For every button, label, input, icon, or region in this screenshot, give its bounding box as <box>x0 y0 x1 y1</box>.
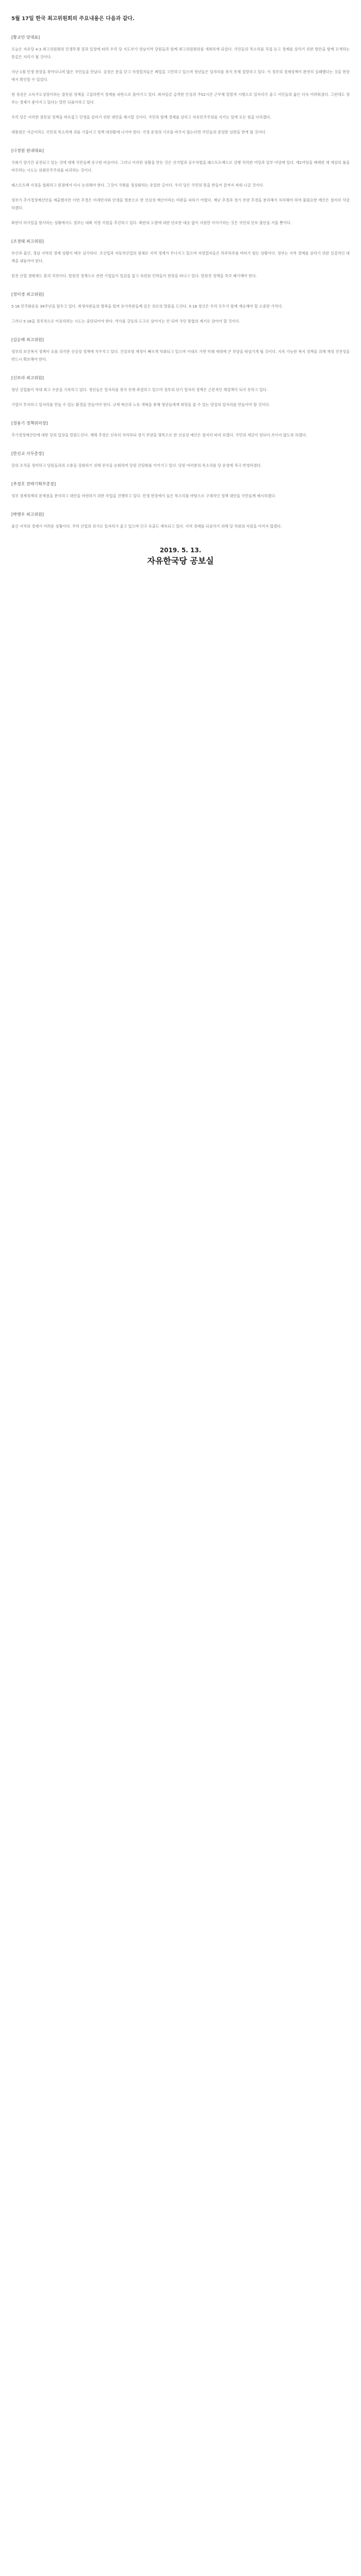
speaker-heading: [추경호 전략기획부총장] <box>11 482 56 486</box>
statement-paragraph: 정부 경제정책의 문제점을 분석하고 대안을 마련하기 위한 작업을 진행하고 있다. 민생 현장에서 들은 목소리를 바탕으로 구체적인 정책 대안을 국민들께 제시하겠다. <box>11 494 276 498</box>
statement-paragraph: 우리 당은 이러한 잘못된 정책을 바로잡고 민생을 살리기 위한 대안을 제시할 것이다. 국민과 함께 경제를 살리고 자유민주주의를 지키는 일에 모든 힘을 다하겠다. <box>11 115 271 120</box>
statement-paragraph: 정부가 추가경정예산안을 제출했지만 이번 추경은 미세먼지와 민생을 명분으로 한 선심성 예산이라는 비판을 피하기 어렵다. 재난 추경과 경기 부양 추경을 분리해서 처리해야 하며 불필요한 예산은 철저히 삭감하겠다. <box>11 198 350 210</box>
speaker-heading: [정미경 최고위원] <box>11 292 44 297</box>
statement-paragraph: 5·18 민주화운동 39주년을 앞두고 있다. 희생자분들의 명복을 빌며 유가족분들께 깊은 위로의 말씀을 드린다. 5·18 정신은 우리 모두가 함께 계승해야 할 소중한 가치다. <box>11 304 283 309</box>
statement-paragraph: 대통령은 지금이라도 국민의 목소리에 귀를 기울이고 정책 대전환에 나서야 한다. 국정 운영의 기조를 바꾸지 않는다면 국민들의 준엄한 심판을 받게 될 것이다. <box>11 130 267 134</box>
speaker-section <box>11 147 350 227</box>
statement-paragraph: 기업이 투자하고 일자리를 만들 수 있는 환경을 만들어야 한다. 규제 혁신과 노동 개혁을 통해 청년들에게 희망을 줄 수 있는 양질의 일자리를 만들어야 할 것이다. <box>11 402 270 407</box>
statement-paragraph: 오늘은 자유당 4·3 최고위원회의 민생투쟁 결과 일정에 따라 우리 당 지도부가 영남지역 당원들과 함께 최고위원회의를 개최하게 되었다. 국민들의 목소리를 직접 듣고 경제를 살리기 위한 방안을 함께 모색하는 뜻깊은 자리가 될 것이다. <box>11 47 350 59</box>
document-title: 5월 17일 한국 최고위원회의 주요내용은 다음과 같다. <box>11 16 135 22</box>
speaker-section <box>11 238 350 280</box>
statement-paragraph: 청년 실업률이 역대 최고 수준을 기록하고 있다. 청년들은 일자리를 찾지 못해 좌절하고 있으며 정부의 단기 일자리 정책은 근본적인 해결책이 되지 못하고 있다. <box>11 387 268 392</box>
statement-paragraph: 당의 조직을 정비하고 당원들과의 소통을 강화하기 위해 전국을 순회하며 당원 간담회를 이어가고 있다. 당원 여러분의 목소리를 당 운영에 적극 반영하겠다. <box>11 463 262 468</box>
speaker-heading: [박맹우 최고위원] <box>11 512 44 517</box>
statement-paragraph: 패스트트랙 지정을 철회하고 원점에서 다시 논의해야 한다. 그것이 국회를 정상화하는 유일한 길이다. 우리 당은 국민의 뜻을 받들어 끝까지 싸워 나갈 것이다. <box>11 183 264 188</box>
speaker-heading: [조경태 최고위원] <box>11 239 44 244</box>
statement-paragraph: 원전 산업 생태계도 붕괴 직전이다. 탈원전 정책으로 관련 기업들이 일감을 잃고 숙련된 인력들이 현장을 떠나고 있다. 탈원전 정책을 즉각 폐기해야 한다. <box>11 274 257 278</box>
speaker-heading: [황교안 당대표] <box>11 35 40 40</box>
speaker-section <box>11 450 350 469</box>
speaker-heading: [김순례 최고위원] <box>11 337 44 342</box>
speaker-section <box>11 336 350 363</box>
statement-paragraph: 울산 지역의 경제가 어려운 상황이다. 주력 산업의 위기로 일자리가 줄고 있으며 인구 유출도 계속되고 있다. 지역 경제를 되살리기 위해 당 차원의 지원을 아끼지 않겠다. <box>11 524 282 529</box>
statement-paragraph: 국회가 장기간 공전되고 있는 것에 대해 국민들께 송구한 마음이다. 그러나 이러한 상황을 만든 것은 선거법과 공수처법을 패스트트랙으로 강행 처리한 여당과 일부 야당에 있다. 제1야당을 배제한 채 게임의 룰을 바꾸려는 시도는 의회민주주의를 파괴하는 것이다. <box>11 160 350 173</box>
statement-paragraph: 현 정권은 소득주도성장이라는 잘못된 정책을 고집하면서 경제를 파탄으로 몰아가고 있다. 최저임금 급격한 인상과 주52시간 근무제 일방적 시행으로 일자리가 줄고 서민들의 삶은 더욱 어려워졌다. 그런데도 정부는 경제가 좋아지고 있다는 말만 되풀이하고 있다. <box>11 92 350 105</box>
statement-paragraph: 지난 1월 민생 현장을 찾아다니며 많은 국민들을 만났다. 공장은 문을 닫고 자영업자들은 폐업을 고민하고 있으며 청년들은 일자리를 찾지 못해 절망하고 있다. 이 정부의 경제정책이 완전히 실패했다는 것을 현장에서 확인할 수 있었다. <box>11 70 350 82</box>
document-body <box>11 34 350 530</box>
speaker-section <box>11 291 350 325</box>
statement-paragraph: 그러나 5·18을 정치적으로 이용하려는 시도는 중단되어야 한다. 역사를 갈등의 도구로 삼아서는 안 되며 국민 통합의 계기로 삼아야 할 것이다. <box>11 319 240 324</box>
speaker-section <box>11 34 350 136</box>
speaker-heading: [신보라 최고위원] <box>11 376 44 380</box>
closing-block <box>11 546 350 567</box>
release-date: 2019. 5. 13. <box>159 547 202 554</box>
statement-paragraph: 정부의 보건복지 정책이 표를 의식한 선심성 정책에 치우치고 있다. 건강보험 재정이 빠르게 악화되고 있으며 이대로 가면 미래 세대에 큰 부담을 떠넘기게 될 것이다. 지속 가능한 복지 정책을 위해 재정 건전성을 반드시 확보해야 한다. <box>11 349 350 362</box>
issuing-organization: 자유한국당 공보실 <box>147 556 214 566</box>
speaker-section <box>11 481 350 500</box>
statement-paragraph: 북한이 미사일을 발사하는 상황에서도 정부는 대북 식량 지원을 추진하고 있다. 북한의 도발에 대한 단호한 대응 없이 지원만 이야기하는 것은 국민의 안보 불안을 키울 뿐이다. <box>11 221 292 225</box>
speaker-section <box>11 511 350 530</box>
speaker-section <box>11 375 350 409</box>
speaker-section <box>11 420 350 439</box>
speaker-heading: [한선교 사무총장] <box>11 451 44 456</box>
statement-paragraph: 부산과 울산, 경남 지역의 경제 상황이 매우 심각하다. 조선업과 자동차산업의 침체로 지역 경제가 무너지고 있으며 자영업자들은 하루하루를 버티기 힘든 상황이다. 정부는 지역 경제를 살리기 위한 실질적인 대책을 내놓아야 한다. <box>11 251 350 263</box>
speaker-heading: [나경원 원내대표] <box>11 148 44 153</box>
statement-paragraph: 추가경정예산안에 대한 당의 입장을 말씀드린다. 재해 추경은 신속히 처리하되 경기 부양을 명목으로 한 선심성 예산은 철저히 따져 보겠다. 국민의 세금이 헛되이 쓰이지 않도록 하겠다. <box>11 433 307 437</box>
speaker-heading: [정용기 정책위의장] <box>11 421 48 426</box>
